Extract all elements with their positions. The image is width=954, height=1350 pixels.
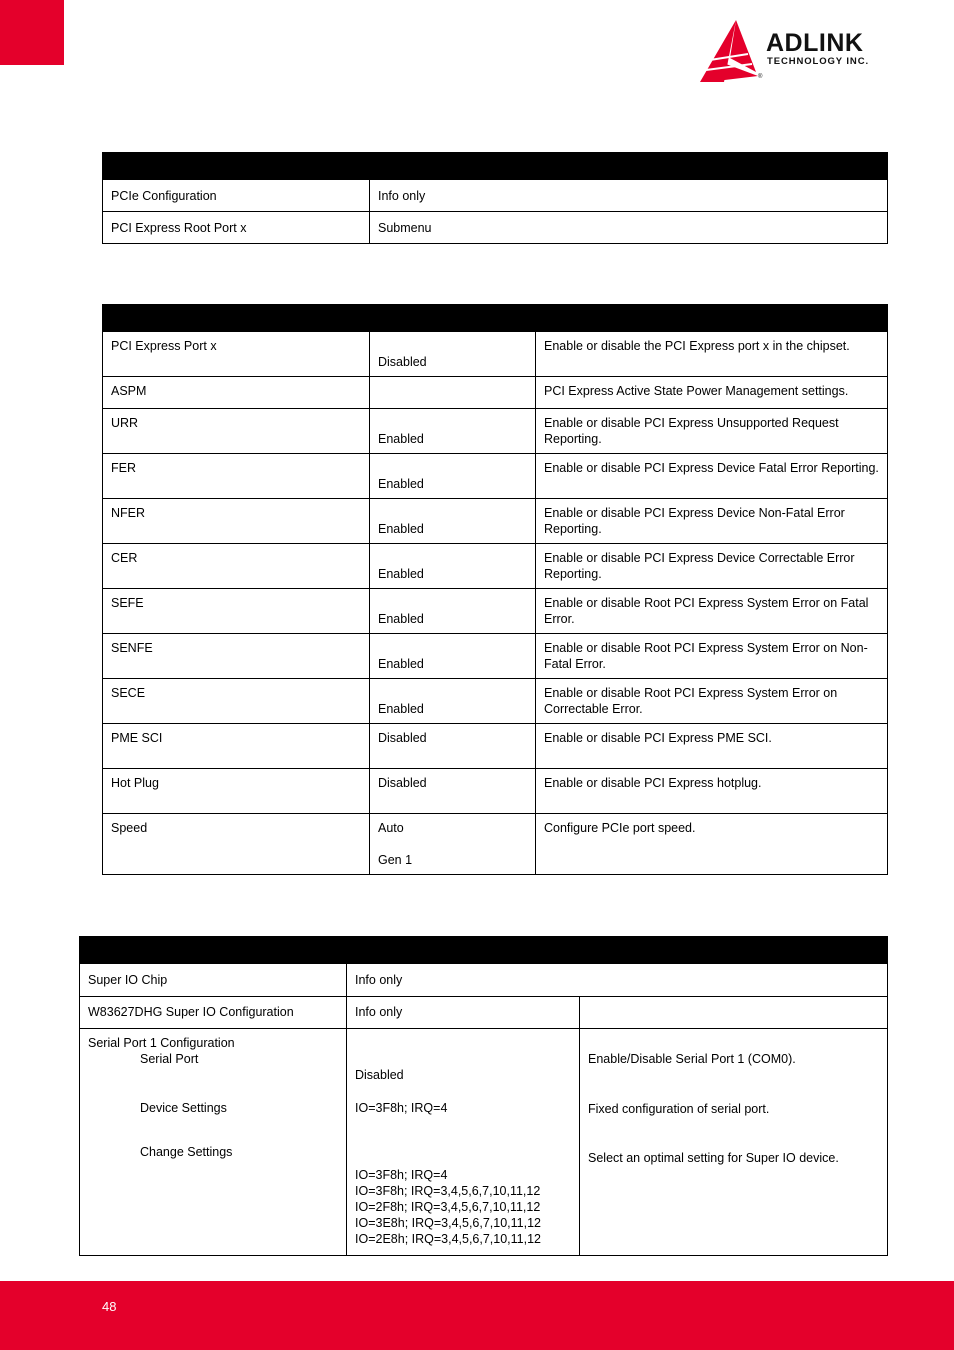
setting-value: Enabled	[370, 544, 536, 589]
setting-value: Enabled	[370, 409, 536, 454]
setting-description: Configure PCIe port speed.	[536, 814, 888, 875]
setting-name: SEFE	[103, 589, 370, 634]
table-row	[103, 180, 888, 212]
setting-name: PME SCI	[103, 724, 370, 769]
setting-name: Speed	[103, 814, 370, 875]
setting-name: SENFE	[103, 634, 370, 679]
setting-description: Enable or disable PCI Express Device Non-Fatal Error Reporting.	[536, 499, 888, 544]
setting-name: SECE	[103, 679, 370, 724]
table-row	[103, 454, 888, 499]
setting-description: Enable or disable Root PCI Express System Error on Fatal Error.	[536, 589, 888, 634]
serial-port-value: Disabled	[355, 1068, 404, 1082]
device-settings-item: Device Settings	[140, 1101, 227, 1115]
logo-brand-name: ADLINK	[766, 29, 864, 57]
setting-value: Submenu	[370, 212, 888, 244]
page-number: 48	[102, 1299, 117, 1314]
table-row	[103, 544, 888, 589]
logo-registered-mark: ®	[758, 74, 763, 80]
setting-name: Super IO Chip	[80, 964, 347, 997]
device-settings-description: Fixed configuration of serial port.	[588, 1102, 770, 1116]
setting-name: ASPM	[103, 377, 370, 409]
pcie-configuration-table	[102, 152, 888, 244]
setting-name: NFER	[103, 499, 370, 544]
setting-name: PCI Express Port x	[103, 332, 370, 377]
table-row	[103, 499, 888, 544]
setting-value: Disabled	[370, 769, 536, 814]
setting-name: CER	[103, 544, 370, 589]
setting-value: Disabled	[370, 332, 536, 377]
page-footer	[0, 1281, 954, 1350]
table-row	[103, 377, 888, 409]
super-io-table	[79, 936, 888, 1256]
setting-description: Enable or disable Root PCI Express System Error on Non-Fatal Error.	[536, 634, 888, 679]
serial-port-description: Enable/Disable Serial Port 1 (COM0).	[588, 1052, 796, 1066]
device-settings-value: IO=3F8h; IRQ=4	[355, 1101, 448, 1115]
table-row	[103, 769, 888, 814]
pcie-root-port-table	[102, 304, 888, 875]
setting-value: Info only	[370, 180, 888, 212]
setting-value: Enabled	[370, 589, 536, 634]
setting-value: Info only	[347, 964, 888, 997]
change-settings-description: Select an optimal setting for Super IO device.	[588, 1151, 839, 1165]
serial-port-values-cell	[347, 1029, 580, 1256]
setting-value	[370, 377, 536, 409]
table-row	[103, 332, 888, 377]
table-row	[103, 212, 888, 244]
setting-description: Enable or disable Root PCI Express System Error on Correctable Error.	[536, 679, 888, 724]
setting-name: W83627DHG Super IO Configuration	[80, 997, 347, 1029]
setting-description: Enable or disable PCI Express PME SCI.	[536, 724, 888, 769]
table-row	[80, 997, 888, 1029]
setting-value: Info only	[347, 997, 580, 1029]
serial-port-title: Serial Port 1 Configuration	[88, 1036, 235, 1050]
table-row	[80, 1029, 888, 1256]
setting-description: Enable or disable PCI Express Device Correctable Error Reporting.	[536, 544, 888, 589]
setting-value: Auto Gen 1	[370, 814, 536, 875]
setting-description: PCI Express Active State Power Management settings.	[536, 377, 888, 409]
setting-name: PCI Express Root Port x	[103, 212, 370, 244]
table-row	[103, 409, 888, 454]
serial-port-settings-cell	[80, 1029, 347, 1256]
table-row	[103, 634, 888, 679]
setting-description: Enable or disable the PCI Express port x in the chipset.	[536, 332, 888, 377]
change-settings-options: IO=3F8h; IRQ=4 IO=3F8h; IRQ=3,4,5,6,7,10,11,12 IO=2F8h; IRQ=3,4,5,6,7,10,11,12 IO=3E8h; IRQ=3,4,5,6,7,10,11,12 IO=2E8h; IRQ=3,4,5,6,7,10,11,12	[355, 1168, 542, 1246]
setting-description: Enable or disable PCI Express Unsupported Request Reporting.	[536, 409, 888, 454]
setting-value: Disabled	[370, 724, 536, 769]
setting-value: Enabled	[370, 454, 536, 499]
table-row	[103, 589, 888, 634]
table-header-row	[103, 153, 888, 180]
table-row	[103, 724, 888, 769]
setting-value: Enabled	[370, 499, 536, 544]
table-row	[103, 814, 888, 875]
setting-description	[580, 997, 888, 1029]
setting-name: PCIe Configuration	[103, 180, 370, 212]
logo-brand-sub: TECHNOLOGY INC.	[767, 56, 869, 67]
setting-description: Enable or disable PCI Express Device Fatal Error Reporting.	[536, 454, 888, 499]
setting-name: Hot Plug	[103, 769, 370, 814]
change-settings-item: Change Settings	[140, 1145, 233, 1159]
table-row	[103, 679, 888, 724]
serial-port-descriptions-cell	[580, 1029, 888, 1256]
corner-tab	[0, 0, 64, 65]
table-row	[80, 964, 888, 997]
logo-triangle-icon	[696, 18, 762, 84]
setting-value: Enabled	[370, 679, 536, 724]
setting-value: Enabled	[370, 634, 536, 679]
table-header-row	[80, 937, 888, 964]
setting-description: Enable or disable PCI Express hotplug.	[536, 769, 888, 814]
serial-port-item: Serial Port	[140, 1052, 199, 1066]
setting-name: URR	[103, 409, 370, 454]
adlink-logo	[696, 18, 908, 84]
setting-name: FER	[103, 454, 370, 499]
table-header-row	[103, 305, 888, 332]
